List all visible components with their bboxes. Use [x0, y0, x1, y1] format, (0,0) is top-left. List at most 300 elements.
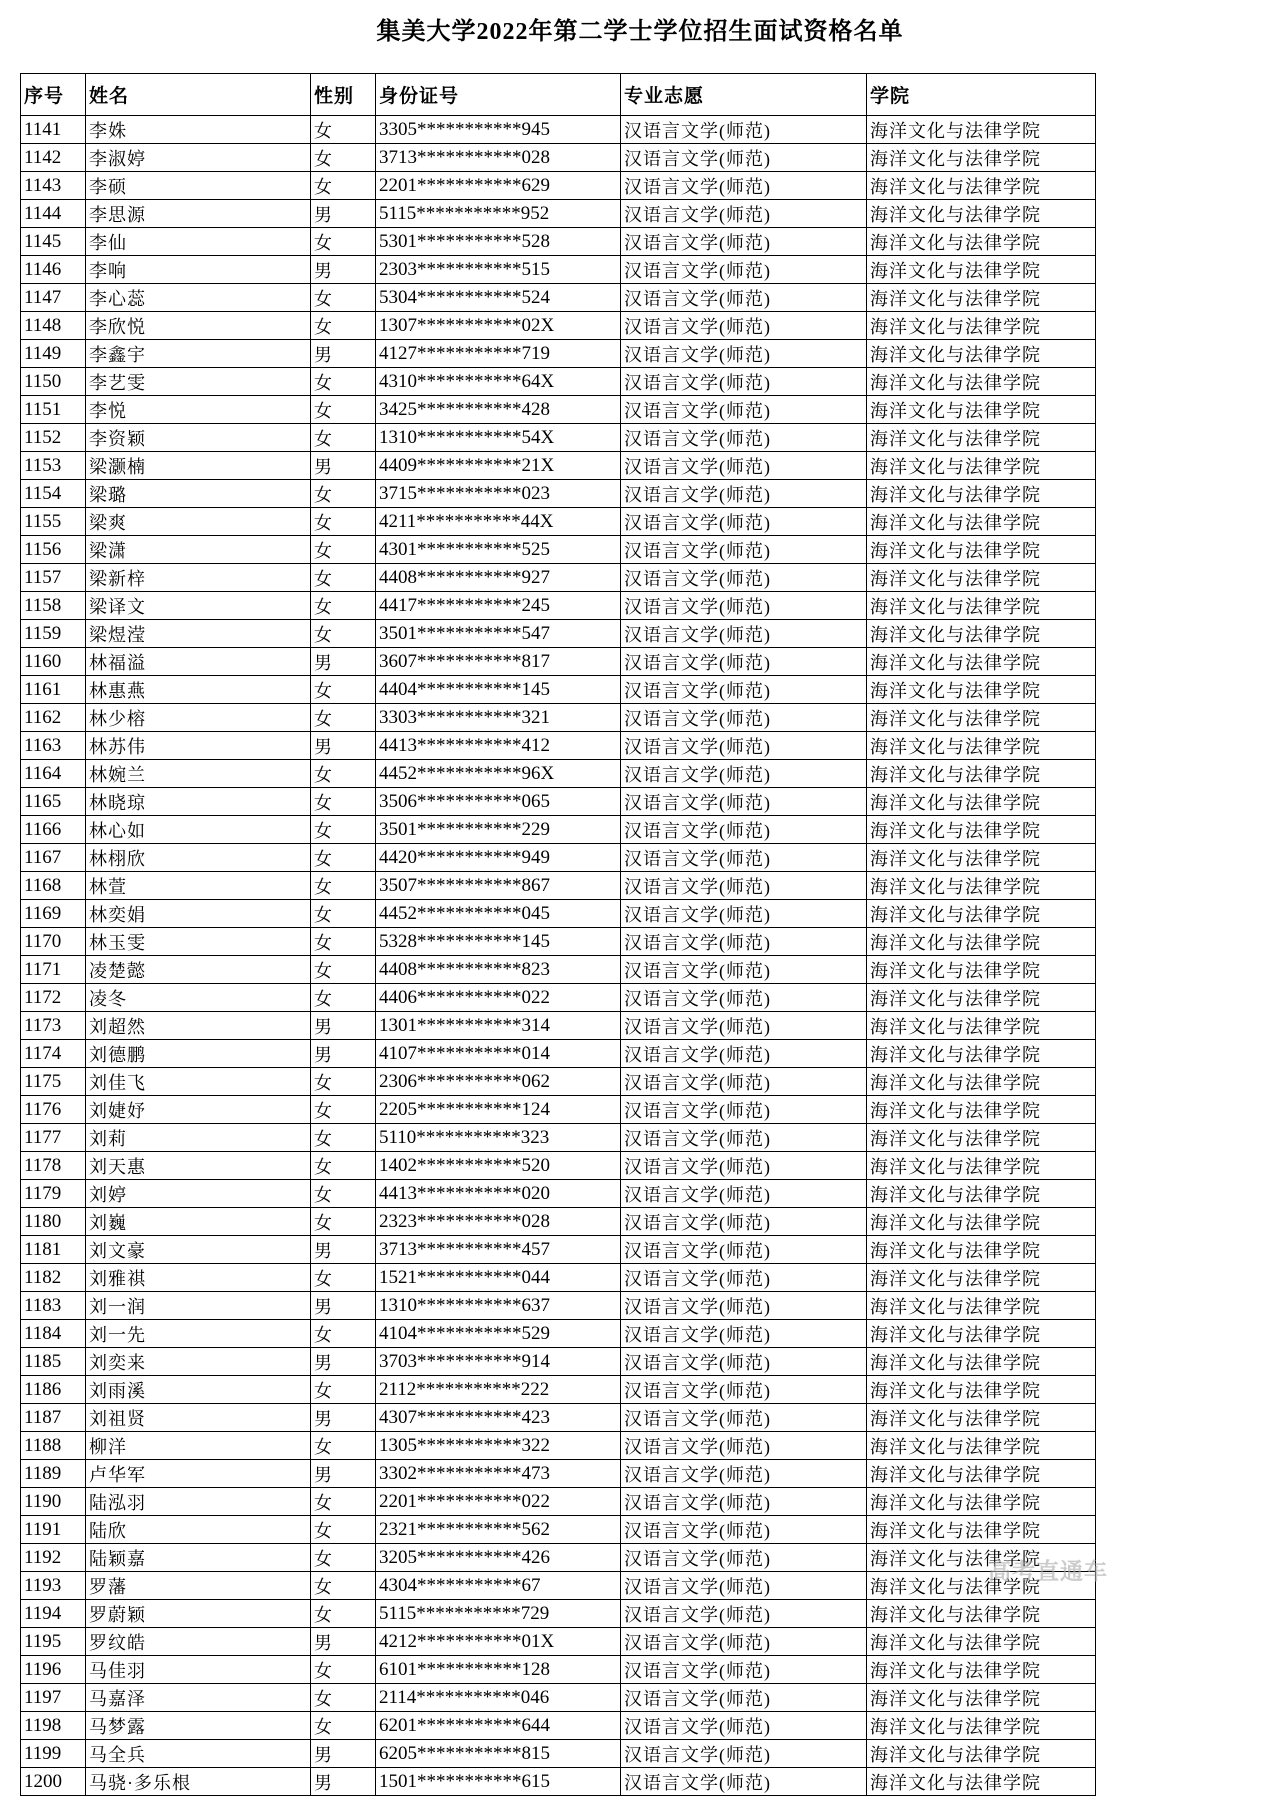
cell-major: 汉语言文学(师范) [621, 1544, 867, 1572]
cell-name: 李姝 [86, 116, 311, 144]
cell-gender: 男 [311, 1348, 376, 1376]
cell-id-number: 4301***********525 [376, 536, 621, 564]
cell-gender: 女 [311, 984, 376, 1012]
cell-major: 汉语言文学(师范) [621, 928, 867, 956]
cell-index: 1161 [21, 676, 86, 704]
cell-major: 汉语言文学(师范) [621, 984, 867, 1012]
cell-index: 1163 [21, 732, 86, 760]
cell-name: 李心蕊 [86, 284, 311, 312]
cell-id-number: 2201***********022 [376, 1488, 621, 1516]
cell-name: 刘婕妤 [86, 1096, 311, 1124]
cell-name: 凌楚懿 [86, 956, 311, 984]
cell-index: 1170 [21, 928, 86, 956]
cell-college: 海洋文化与法律学院 [867, 732, 1096, 760]
cell-index: 1180 [21, 1208, 86, 1236]
cell-name: 李艺雯 [86, 368, 311, 396]
cell-gender: 女 [311, 312, 376, 340]
cell-college: 海洋文化与法律学院 [867, 480, 1096, 508]
cell-major: 汉语言文学(师范) [621, 536, 867, 564]
cell-major: 汉语言文学(师范) [621, 732, 867, 760]
cell-name: 刘婷 [86, 1180, 311, 1208]
cell-name: 刘佳飞 [86, 1068, 311, 1096]
cell-id-number: 3713***********457 [376, 1236, 621, 1264]
cell-major: 汉语言文学(师范) [621, 1012, 867, 1040]
cell-index: 1189 [21, 1460, 86, 1488]
cell-index: 1177 [21, 1124, 86, 1152]
cell-id-number: 2321***********562 [376, 1516, 621, 1544]
cell-gender: 男 [311, 1040, 376, 1068]
table-row [21, 424, 1096, 452]
col-header-major: 专业志愿 [621, 74, 867, 116]
cell-college: 海洋文化与法律学院 [867, 900, 1096, 928]
cell-major: 汉语言文学(师范) [621, 508, 867, 536]
cell-college: 海洋文化与法律学院 [867, 396, 1096, 424]
cell-name: 梁灏楠 [86, 452, 311, 480]
cell-major: 汉语言文学(师范) [621, 816, 867, 844]
table-row [21, 1264, 1096, 1292]
cell-index: 1181 [21, 1236, 86, 1264]
cell-college: 海洋文化与法律学院 [867, 228, 1096, 256]
table-row [21, 536, 1096, 564]
table-row [21, 1012, 1096, 1040]
table-row [21, 564, 1096, 592]
cell-index: 1150 [21, 368, 86, 396]
cell-major: 汉语言文学(师范) [621, 1460, 867, 1488]
cell-name: 李悦 [86, 396, 311, 424]
cell-id-number: 1307***********02X [376, 312, 621, 340]
cell-major: 汉语言文学(师范) [621, 1068, 867, 1096]
cell-major: 汉语言文学(师范) [621, 1208, 867, 1236]
table-row [21, 1516, 1096, 1544]
cell-id-number: 1301***********314 [376, 1012, 621, 1040]
cell-id-number: 1310***********54X [376, 424, 621, 452]
cell-index: 1173 [21, 1012, 86, 1040]
table-row [21, 116, 1096, 144]
table-row [21, 844, 1096, 872]
cell-gender: 女 [311, 900, 376, 928]
cell-name: 林苏伟 [86, 732, 311, 760]
cell-major: 汉语言文学(师范) [621, 1264, 867, 1292]
table-row [21, 368, 1096, 396]
table-row [21, 284, 1096, 312]
cell-gender: 女 [311, 956, 376, 984]
cell-name: 梁译文 [86, 592, 311, 620]
cell-college: 海洋文化与法律学院 [867, 1012, 1096, 1040]
cell-college: 海洋文化与法律学院 [867, 536, 1096, 564]
table-row [21, 984, 1096, 1012]
cell-id-number: 3715***********023 [376, 480, 621, 508]
cell-college: 海洋文化与法律学院 [867, 1740, 1096, 1768]
cell-index: 1187 [21, 1404, 86, 1432]
cell-index: 1152 [21, 424, 86, 452]
cell-index: 1159 [21, 620, 86, 648]
cell-college: 海洋文化与法律学院 [867, 452, 1096, 480]
cell-name: 李欣悦 [86, 312, 311, 340]
cell-index: 1176 [21, 1096, 86, 1124]
cell-college: 海洋文化与法律学院 [867, 1068, 1096, 1096]
cell-index: 1200 [21, 1768, 86, 1796]
cell-major: 汉语言文学(师范) [621, 1180, 867, 1208]
cell-college: 海洋文化与法律学院 [867, 872, 1096, 900]
table-row [21, 172, 1096, 200]
cell-index: 1156 [21, 536, 86, 564]
cell-gender: 女 [311, 704, 376, 732]
table-row [21, 1768, 1096, 1796]
cell-college: 海洋文化与法律学院 [867, 844, 1096, 872]
cell-gender: 女 [311, 816, 376, 844]
cell-college: 海洋文化与法律学院 [867, 1712, 1096, 1740]
cell-name: 陆欣 [86, 1516, 311, 1544]
cell-id-number: 4452***********045 [376, 900, 621, 928]
table-row [21, 1404, 1096, 1432]
cell-index: 1193 [21, 1572, 86, 1600]
cell-college: 海洋文化与法律学院 [867, 984, 1096, 1012]
cell-index: 1195 [21, 1628, 86, 1656]
table-row [21, 312, 1096, 340]
col-header-index: 序号 [21, 74, 86, 116]
cell-gender: 男 [311, 340, 376, 368]
table-row [21, 480, 1096, 508]
cell-id-number: 1521***********044 [376, 1264, 621, 1292]
cell-index: 1158 [21, 592, 86, 620]
cell-college: 海洋文化与法律学院 [867, 1320, 1096, 1348]
cell-id-number: 5110***********323 [376, 1124, 621, 1152]
cell-college: 海洋文化与法律学院 [867, 1180, 1096, 1208]
cell-index: 1166 [21, 816, 86, 844]
table-row [21, 1376, 1096, 1404]
cell-major: 汉语言文学(师范) [621, 1432, 867, 1460]
table-row [21, 340, 1096, 368]
table-row [21, 144, 1096, 172]
cell-gender: 女 [311, 1572, 376, 1600]
cell-major: 汉语言文学(师范) [621, 676, 867, 704]
cell-id-number: 5304***********524 [376, 284, 621, 312]
cell-name: 刘天惠 [86, 1152, 311, 1180]
cell-name: 林玉雯 [86, 928, 311, 956]
cell-gender: 男 [311, 1768, 376, 1796]
cell-id-number: 4404***********145 [376, 676, 621, 704]
cell-major: 汉语言文学(师范) [621, 1152, 867, 1180]
cell-gender: 男 [311, 648, 376, 676]
cell-id-number: 1310***********637 [376, 1292, 621, 1320]
table-row [21, 1068, 1096, 1096]
cell-major: 汉语言文学(师范) [621, 312, 867, 340]
cell-name: 李响 [86, 256, 311, 284]
cell-gender: 女 [311, 1488, 376, 1516]
cell-major: 汉语言文学(师范) [621, 480, 867, 508]
cell-college: 海洋文化与法律学院 [867, 816, 1096, 844]
cell-id-number: 1402***********520 [376, 1152, 621, 1180]
cell-index: 1185 [21, 1348, 86, 1376]
cell-major: 汉语言文学(师范) [621, 144, 867, 172]
cell-name: 李淑婷 [86, 144, 311, 172]
cell-index: 1190 [21, 1488, 86, 1516]
cell-id-number: 3302***********473 [376, 1460, 621, 1488]
table-row [21, 1152, 1096, 1180]
cell-college: 海洋文化与法律学院 [867, 1600, 1096, 1628]
cell-college: 海洋文化与法律学院 [867, 1572, 1096, 1600]
cell-major: 汉语言文学(师范) [621, 1348, 867, 1376]
cell-id-number: 2201***********629 [376, 172, 621, 200]
cell-college: 海洋文化与法律学院 [867, 1460, 1096, 1488]
cell-major: 汉语言文学(师范) [621, 1740, 867, 1768]
cell-index: 1149 [21, 340, 86, 368]
cell-gender: 女 [311, 396, 376, 424]
cell-name: 林晓琼 [86, 788, 311, 816]
cell-major: 汉语言文学(师范) [621, 900, 867, 928]
cell-name: 李思源 [86, 200, 311, 228]
cell-gender: 女 [311, 564, 376, 592]
table-row [21, 1740, 1096, 1768]
table-row [21, 1488, 1096, 1516]
col-header-id: 身份证号 [376, 74, 621, 116]
table-row [21, 1432, 1096, 1460]
cell-id-number: 4408***********927 [376, 564, 621, 592]
cell-index: 1197 [21, 1684, 86, 1712]
cell-gender: 女 [311, 1656, 376, 1684]
col-header-name: 姓名 [86, 74, 311, 116]
cell-major: 汉语言文学(师范) [621, 200, 867, 228]
cell-name: 刘巍 [86, 1208, 311, 1236]
cell-name: 梁潇 [86, 536, 311, 564]
cell-major: 汉语言文学(师范) [621, 1320, 867, 1348]
cell-id-number: 4104***********529 [376, 1320, 621, 1348]
cell-name: 刘雅祺 [86, 1264, 311, 1292]
cell-college: 海洋文化与法律学院 [867, 340, 1096, 368]
cell-college: 海洋文化与法律学院 [867, 1208, 1096, 1236]
table-row [21, 452, 1096, 480]
cell-major: 汉语言文学(师范) [621, 340, 867, 368]
cell-index: 1144 [21, 200, 86, 228]
cell-name: 刘祖贤 [86, 1404, 311, 1432]
cell-id-number: 3425***********428 [376, 396, 621, 424]
cell-index: 1151 [21, 396, 86, 424]
cell-index: 1183 [21, 1292, 86, 1320]
cell-name: 凌冬 [86, 984, 311, 1012]
table-row [21, 1208, 1096, 1236]
cell-id-number: 1305***********322 [376, 1432, 621, 1460]
cell-college: 海洋文化与法律学院 [867, 1376, 1096, 1404]
table-row [21, 1712, 1096, 1740]
cell-index: 1167 [21, 844, 86, 872]
cell-name: 李仙 [86, 228, 311, 256]
cell-index: 1160 [21, 648, 86, 676]
cell-college: 海洋文化与法律学院 [867, 1264, 1096, 1292]
cell-index: 1174 [21, 1040, 86, 1068]
cell-name: 刘一先 [86, 1320, 311, 1348]
cell-index: 1171 [21, 956, 86, 984]
cell-id-number: 3507***********867 [376, 872, 621, 900]
cell-college: 海洋文化与法律学院 [867, 648, 1096, 676]
cell-gender: 女 [311, 872, 376, 900]
cell-index: 1175 [21, 1068, 86, 1096]
cell-gender: 女 [311, 536, 376, 564]
cell-index: 1143 [21, 172, 86, 200]
table-row [21, 676, 1096, 704]
cell-id-number: 2114***********046 [376, 1684, 621, 1712]
table-row [21, 1684, 1096, 1712]
cell-name: 林栩欣 [86, 844, 311, 872]
cell-id-number: 1501***********615 [376, 1768, 621, 1796]
table-row [21, 872, 1096, 900]
cell-gender: 女 [311, 1376, 376, 1404]
cell-name: 柳洋 [86, 1432, 311, 1460]
table-row [21, 1656, 1096, 1684]
cell-gender: 男 [311, 1012, 376, 1040]
table-row [21, 228, 1096, 256]
cell-gender: 女 [311, 592, 376, 620]
cell-id-number: 3607***********817 [376, 648, 621, 676]
cell-college: 海洋文化与法律学院 [867, 256, 1096, 284]
cell-major: 汉语言文学(师范) [621, 1768, 867, 1796]
cell-name: 刘奕来 [86, 1348, 311, 1376]
table-row [21, 1628, 1096, 1656]
cell-id-number: 4107***********014 [376, 1040, 621, 1068]
cell-id-number: 2112***********222 [376, 1376, 621, 1404]
cell-index: 1191 [21, 1516, 86, 1544]
cell-index: 1165 [21, 788, 86, 816]
cell-index: 1188 [21, 1432, 86, 1460]
table-row [21, 396, 1096, 424]
cell-gender: 女 [311, 1152, 376, 1180]
cell-major: 汉语言文学(师范) [621, 1572, 867, 1600]
table-row [21, 1348, 1096, 1376]
cell-major: 汉语言文学(师范) [621, 1236, 867, 1264]
cell-name: 刘文豪 [86, 1236, 311, 1264]
cell-gender: 男 [311, 1236, 376, 1264]
cell-gender: 女 [311, 172, 376, 200]
cell-college: 海洋文化与法律学院 [867, 144, 1096, 172]
cell-name: 梁璐 [86, 480, 311, 508]
cell-index: 1199 [21, 1740, 86, 1768]
table-row [21, 1600, 1096, 1628]
cell-gender: 女 [311, 1516, 376, 1544]
cell-name: 李资颖 [86, 424, 311, 452]
cell-college: 海洋文化与法律学院 [867, 1768, 1096, 1796]
cell-major: 汉语言文学(师范) [621, 1124, 867, 1152]
cell-id-number: 4420***********949 [376, 844, 621, 872]
cell-id-number: 2323***********028 [376, 1208, 621, 1236]
table-row [21, 816, 1096, 844]
cell-gender: 女 [311, 676, 376, 704]
cell-index: 1141 [21, 116, 86, 144]
cell-id-number: 6201***********644 [376, 1712, 621, 1740]
cell-name: 梁煜滢 [86, 620, 311, 648]
cell-name: 马全兵 [86, 1740, 311, 1768]
cell-college: 海洋文化与法律学院 [867, 620, 1096, 648]
table-header-row [21, 74, 1096, 116]
cell-major: 汉语言文学(师范) [621, 1656, 867, 1684]
cell-major: 汉语言文学(师范) [621, 788, 867, 816]
cell-major: 汉语言文学(师范) [621, 228, 867, 256]
cell-id-number: 4307***********423 [376, 1404, 621, 1432]
table-row [21, 1236, 1096, 1264]
cell-college: 海洋文化与法律学院 [867, 956, 1096, 984]
cell-index: 1186 [21, 1376, 86, 1404]
cell-index: 1155 [21, 508, 86, 536]
cell-college: 海洋文化与法律学院 [867, 312, 1096, 340]
cell-gender: 女 [311, 620, 376, 648]
cell-index: 1153 [21, 452, 86, 480]
cell-gender: 女 [311, 144, 376, 172]
cell-index: 1164 [21, 760, 86, 788]
table-row [21, 1180, 1096, 1208]
cell-gender: 女 [311, 928, 376, 956]
cell-gender: 女 [311, 1544, 376, 1572]
cell-name: 林心如 [86, 816, 311, 844]
cell-major: 汉语言文学(师范) [621, 1376, 867, 1404]
cell-major: 汉语言文学(师范) [621, 1684, 867, 1712]
cell-college: 海洋文化与法律学院 [867, 564, 1096, 592]
cell-college: 海洋文化与法律学院 [867, 928, 1096, 956]
cell-index: 1172 [21, 984, 86, 1012]
cell-index: 1148 [21, 312, 86, 340]
cell-major: 汉语言文学(师范) [621, 1096, 867, 1124]
cell-major: 汉语言文学(师范) [621, 172, 867, 200]
cell-major: 汉语言文学(师范) [621, 844, 867, 872]
cell-gender: 女 [311, 844, 376, 872]
cell-name: 马佳羽 [86, 1656, 311, 1684]
cell-index: 1178 [21, 1152, 86, 1180]
cell-gender: 女 [311, 760, 376, 788]
cell-index: 1162 [21, 704, 86, 732]
cell-id-number: 3501***********229 [376, 816, 621, 844]
cell-college: 海洋文化与法律学院 [867, 508, 1096, 536]
table-row [21, 900, 1096, 928]
cell-gender: 女 [311, 116, 376, 144]
cell-id-number: 6205***********815 [376, 1740, 621, 1768]
cell-college: 海洋文化与法律学院 [867, 368, 1096, 396]
cell-major: 汉语言文学(师范) [621, 648, 867, 676]
cell-college: 海洋文化与法律学院 [867, 760, 1096, 788]
cell-gender: 女 [311, 424, 376, 452]
cell-id-number: 3713***********028 [376, 144, 621, 172]
cell-id-number: 5328***********145 [376, 928, 621, 956]
cell-id-number: 3506***********065 [376, 788, 621, 816]
cell-gender: 女 [311, 1600, 376, 1628]
cell-college: 海洋文化与法律学院 [867, 1404, 1096, 1432]
cell-id-number: 6101***********128 [376, 1656, 621, 1684]
cell-id-number: 5115***********952 [376, 200, 621, 228]
cell-gender: 男 [311, 1628, 376, 1656]
cell-id-number: 4417***********245 [376, 592, 621, 620]
cell-college: 海洋文化与法律学院 [867, 116, 1096, 144]
cell-name: 马骁·多乐根 [86, 1768, 311, 1796]
cell-index: 1168 [21, 872, 86, 900]
cell-college: 海洋文化与法律学院 [867, 1488, 1096, 1516]
cell-gender: 女 [311, 788, 376, 816]
cell-name: 罗纹皓 [86, 1628, 311, 1656]
cell-college: 海洋文化与法律学院 [867, 1236, 1096, 1264]
cell-index: 1169 [21, 900, 86, 928]
cell-name: 陆泓羽 [86, 1488, 311, 1516]
cell-gender: 男 [311, 1740, 376, 1768]
cell-name: 李硕 [86, 172, 311, 200]
cell-index: 1194 [21, 1600, 86, 1628]
cell-major: 汉语言文学(师范) [621, 1040, 867, 1068]
cell-gender: 女 [311, 1712, 376, 1740]
cell-index: 1182 [21, 1264, 86, 1292]
table-row [21, 508, 1096, 536]
cell-id-number: 4211***********44X [376, 508, 621, 536]
cell-id-number: 4304***********67 [376, 1572, 621, 1600]
cell-id-number: 2303***********515 [376, 256, 621, 284]
cell-name: 刘莉 [86, 1124, 311, 1152]
watermark: 高考直通车 [988, 1558, 1108, 1584]
cell-college: 海洋文化与法律学院 [867, 1516, 1096, 1544]
cell-gender: 女 [311, 1264, 376, 1292]
cell-name: 林奕娟 [86, 900, 311, 928]
